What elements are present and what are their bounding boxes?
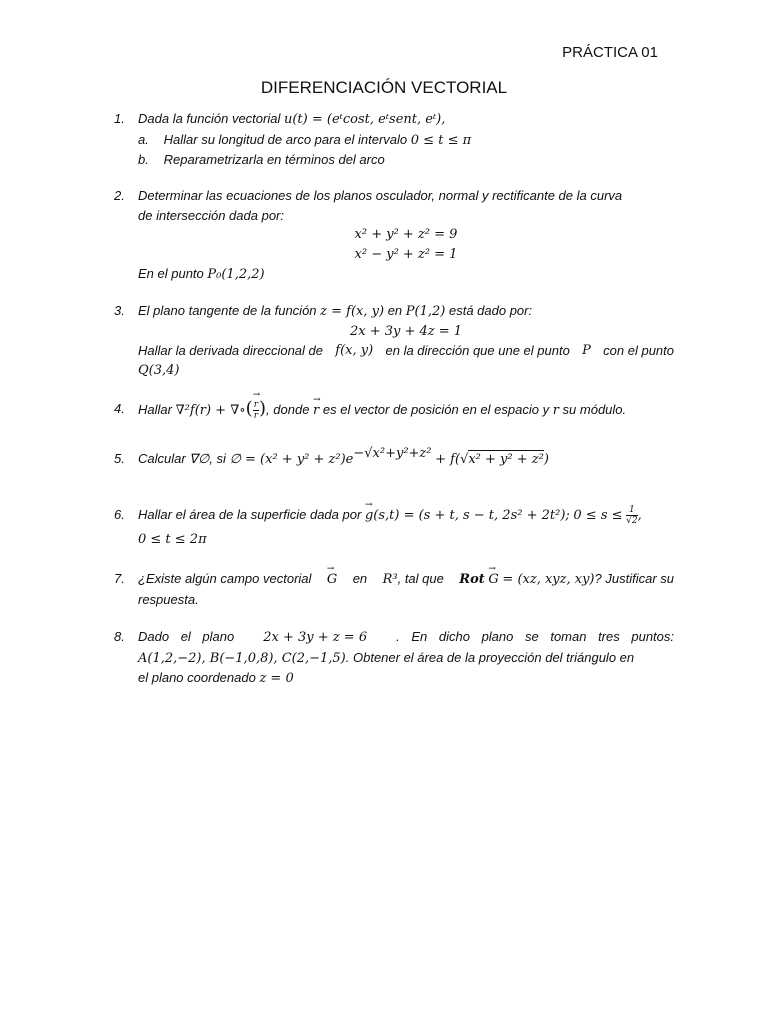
problem-formula: u(t) = (eᵗcost, eᵗsent, eᵗ), xyxy=(283,112,446,127)
problem-text: En el punto xyxy=(138,266,204,281)
problem-number: 5. xyxy=(114,451,125,466)
math: z = 0 xyxy=(259,671,294,686)
math: → G xyxy=(327,570,337,590)
subitem-math: 0 ≤ t ≤ π xyxy=(410,132,472,148)
equation: 2x + 3y + 4z = 1 xyxy=(349,323,463,339)
exponent: −√x²+y²+z² xyxy=(353,446,432,461)
problem-text: el plano coordenado xyxy=(138,670,256,685)
math: = (xz, xyz, xy) xyxy=(502,572,595,587)
math: → G xyxy=(488,570,498,590)
problem-text: ¿Existe algún campo vectorial xyxy=(138,571,312,586)
subitem-text: Reparametrizarla en términos del arco xyxy=(163,152,385,167)
math: → g xyxy=(365,506,373,526)
problem-text: en xyxy=(387,303,403,318)
radicand: x² + y² + z² xyxy=(468,452,544,467)
problem-1 xyxy=(114,109,674,170)
math: → r xyxy=(313,401,319,421)
problem-text: . Obtener el área de la proyección del triángulo en xyxy=(345,649,635,665)
problem-7 xyxy=(114,569,674,609)
problem-2 xyxy=(114,186,674,285)
problem-text: , donde xyxy=(266,402,310,417)
frac-bottom: r xyxy=(253,411,259,422)
problem-text: , tal que xyxy=(397,571,444,586)
point-math: P₀(1,2,2) xyxy=(207,267,265,282)
problem-text: con el punto xyxy=(603,343,674,358)
problem-text: Calcular ∇∅, si xyxy=(138,451,226,466)
problem-text: Hallar la derivada direccional de xyxy=(138,343,323,358)
math: P(1,2) xyxy=(405,304,446,319)
problem-text: Hallar el área de la superficie dada por xyxy=(138,507,362,522)
math: (s,t) = (s + t, s − t, 2s² + 2t²); xyxy=(373,508,570,523)
problem-text: en xyxy=(352,571,368,586)
math: ) xyxy=(543,452,549,467)
problem-text: . En dicho plano se toman tres puntos: xyxy=(396,629,674,644)
problem-number: 2. xyxy=(114,188,125,203)
problem-text: su módulo. xyxy=(562,402,627,417)
problem-text: Hallar xyxy=(138,402,172,417)
fraction xyxy=(626,505,637,526)
problem-text: en la dirección que une el punto xyxy=(385,343,570,358)
math: A(1,2,−2), B(−1,0,8), C(2,−1,5) xyxy=(138,650,346,666)
math: 2x + 3y + z = 6 xyxy=(263,630,368,645)
math: , xyxy=(637,508,642,523)
math: 0 ≤ t ≤ 2π xyxy=(138,532,207,548)
problem-text: respuesta. xyxy=(138,591,199,607)
frac-bottom: √2 xyxy=(626,516,638,527)
equation: x² + y² + z² = 9 xyxy=(354,227,458,242)
math: Rot xyxy=(459,572,485,587)
math: R³ xyxy=(382,572,398,587)
problem-4: 4. Hallar ∇²f(r) + ∇∘( → $\frac{r}{r}$ ), donde → r es el vector de posición en el espacio y r su módulo. xyxy=(114,399,674,421)
problem-3 xyxy=(114,301,674,380)
page-title: DIFERENCIACIÓN VECTORIAL xyxy=(260,78,508,97)
practice-label: PRÁCTICA 01 xyxy=(562,44,658,61)
subitem-label: a. xyxy=(138,131,149,147)
problem-8 xyxy=(114,627,674,689)
frac-top: → r xyxy=(253,400,259,411)
math: Q(3,4) xyxy=(138,362,180,378)
math: f(x, y) xyxy=(335,343,374,358)
problem-5: 5. Calcular ∇∅, si ∅ = $(x^2 + y^2 + z^2)e^{-√x^2+y^2+z^2} + f(√x^2 + y^2 + z^2)$ xyxy=(114,446,549,467)
problem-text: ? Justificar su xyxy=(594,571,674,586)
problem-text: está dado por: xyxy=(448,303,533,318)
problem-number: 4. xyxy=(114,401,125,416)
problem-number: 8. xyxy=(114,629,125,644)
frac-top: 1 xyxy=(626,505,637,516)
equation: x² − y² + z² = 1 xyxy=(354,246,458,262)
problem-text: Dada la función vectorial xyxy=(138,111,281,126)
problem-text: de intersección dada por: xyxy=(138,207,284,223)
problem-number: 7. xyxy=(114,571,125,586)
problem-number: 6. xyxy=(114,507,125,522)
math: + f( xyxy=(435,452,461,467)
problem-text: Determinar las ecuaciones de los planos osculador, normal y rectificante de la curva xyxy=(138,188,623,203)
problem-text: El plano tangente de la función xyxy=(138,303,317,318)
math: ∅ = (x² + y² + z²)e xyxy=(229,452,354,467)
problem-text: es el vector de posición en el espacio y xyxy=(322,402,550,417)
math: z = f(x, y) xyxy=(320,304,385,319)
problem-text: Dado el plano xyxy=(138,629,235,644)
subitem-label: b. xyxy=(138,152,149,167)
problem-6 xyxy=(114,505,674,550)
math: 0 ≤ s ≤ xyxy=(573,508,623,523)
math: P xyxy=(582,343,591,358)
problem-number: 3. xyxy=(114,303,125,318)
math: r xyxy=(552,403,559,418)
math: ∇²f(r) + ∇∘ xyxy=(175,403,246,418)
problem-number: 1. xyxy=(114,111,125,126)
subitem-text: Hallar su longitud de arco para el intervalo xyxy=(163,131,408,147)
